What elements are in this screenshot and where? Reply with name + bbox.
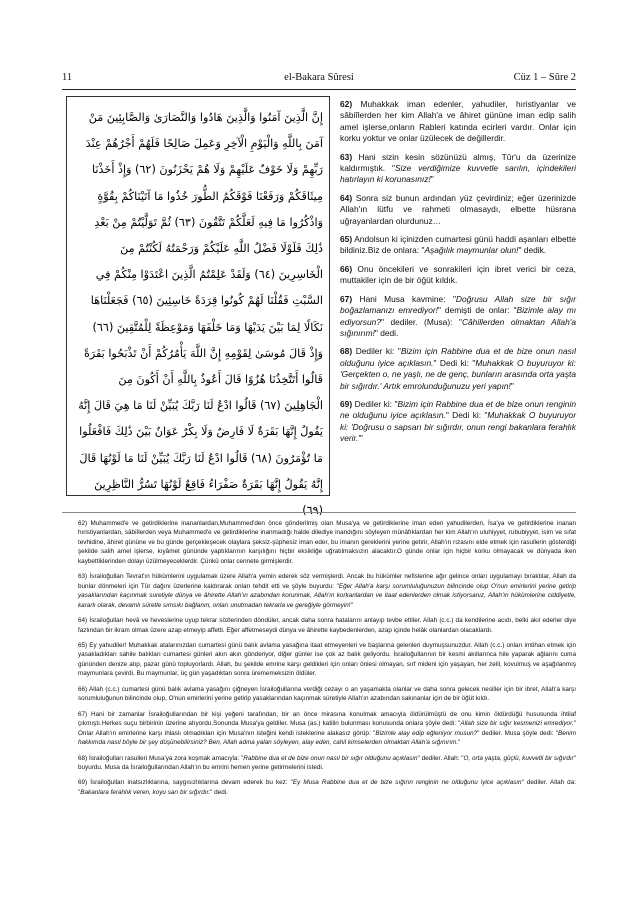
footnote [78,710,576,748]
verse-text: " [430,174,434,185]
verse-text: Hani sizin kesin sözünüzü almış, Tûr'u da üzerinize kaldırmıştık. " [340,151,576,174]
footnote [78,685,576,704]
footnote-quote: Allah size bir sığır kesmenizi emrediyor. [460,720,574,728]
arabic-line: قَالُوا أَتَتَّخِذُنَا هُزُوًا قَالَ أَعُوذُ بِاللَّهِ أَنْ أَكُونَ مِنَ [118,373,323,387]
quoted-text: Muhakkak O buyuruyor ki: 'Gerçekten o, ne yaşlı, ne de genç, bunların arasında orta yaşta bir sığırdır.' Artık emrolunduğunuzu yeri yapın! [340,357,576,391]
page-header [62,72,576,88]
verse-number: 62) [340,99,353,109]
arabic-line: الْخَاسِرِينَ (٦٤) وَلَقَدْ عَلِمْتُمُ الَّذِينَ اعْتَدَوْا مِنْكُمْ فِي [95,268,323,282]
footnote-quote: Bakanlara ferahlık veren, koyu sarı bir sığırdır. [80,788,211,796]
quoted-text: Bizimle alay mı ediyorsun? [340,305,577,327]
footnote-quote: Eğer Allah'a karşı sorumluluğunuzun bilincinde olup O'nun emirlerini yerine getirip yasaklarından kaçınmak suretiyle dünya ve âhirette Allah'ın azabından korunmak, Allah'ın korkanlardan ve itaat edenlerden olmak istiyorsanız, Allah'ın hükümlerine ciddiyetle, kararlı olarak, devamlı süretle sımsıkı bağlanın, onları unutmadan tekrarla ve gereğiyle görmeyin! [78,582,577,609]
translation-verse [340,234,576,257]
translation-verse [340,152,576,186]
arabic-line: وَاذْكُرُوا مَا فِيهِ لَعَلَّكُمْ تَتَّقُونَ (٦٣) ثُمَّ تَوَلَّيْتُمْ مِنْ بَعْدِ [94,215,323,229]
header-rule [62,89,576,90]
arabic-line: وَإِذْ قَالَ مُوسَىٰ لِقَوْمِهِ إِنَّ اللَّهَ يَأْمُرُكُمْ أَنْ تَذْبَحُوا بَقَرَةً [83,346,323,360]
footnote-text: " dediler. Allah: " [417,754,464,762]
arabic-line: إِنَّ الَّذِينَ آمَنُوا وَالَّذِينَ هَادُوا وَالنَّصَارَىٰ وَالصَّابِئِينَ مَنْ [88,111,323,124]
translation-verse [340,346,576,392]
translation-verse [340,193,576,227]
page-number: 11 [62,72,73,83]
footnote-text: " buyurdu. Musa da İsrailoğullarından Allah'ın bu emrini hemen yerine getirmelerini istedi. [78,754,577,771]
footnote-text: 67) Hani bir zamanlar İsrailoğullarından bir kişi yeğeni tarafından, bir an önce mirasına konulmak amacıyla öldürülmüştü de onu kimin öldürdüğü hususunda ihtilaf çıkmıştı.Herkes suçu birbirinin üzerine atıyordu.Sonunda Musa'ya geldiler. Musa (as.) katilin bulunması konusunda onlara şöyle dedi: " [78,710,576,728]
footnote-text: " [350,601,353,609]
verse-text: " dedik. [518,245,547,256]
translation-verse [340,99,576,145]
footnote [78,778,576,797]
verse-text: " [510,380,514,391]
quoted-text: Bizim için Rabbine dua et de bize onun renginin ne olduğunu iyice açıklasın. [340,398,576,421]
footnote [78,641,576,679]
quoted-text: Aşağılık maymunlar olun! [424,245,519,256]
verse-number: 65) [340,234,353,245]
arabic-line: نَكَالًا لِمَا بَيْنَ يَدَيْهَا وَمَا خَلْفَهَا وَمَوْعِظَةً لِلْمُتَّقِينَ (٦٦) [92,320,323,334]
translation-column [340,99,576,452]
translation-verse [340,399,576,445]
verse-number: 64) [340,192,353,203]
verse-text: Muhakkak iman edenler, yahudiler, hıristiyanlar ve sâbiîlerden her kim Allah'a ve âhiret gününe iman edip salih amel işlerse,onların Rableri katında ecirleri vardır. Onlar için korku yoktur ve onlar üzülecek de değillerdir. [340,99,576,144]
verse-text: " [359,433,363,444]
footnote-quote: Bizimle alay edip eğleniyor musun? [375,729,478,737]
footnote-text: " dediler. Allah da: " [78,779,576,796]
footnote [78,616,576,635]
section-label: Cüz 1 – Sûre 2 [513,72,576,83]
verse-text: " dedi. [374,327,399,338]
footnote-text: " dediler. Musa şöyle dedi: " [477,729,559,737]
footnote-text: 64) İsrailoğulları hevâ ve heveslerine uyup tekrar sözlerinden döndüler, ancak daha sonra hatalarını anlayıp tevbe ettiler. Allah (c.c.) da kendilerine acıdı, belki akıl ederler diye fazlından bir ikram olmak üzere azap etmeyip affetti. Eğer affetmeseydi dünya ve âhirette kaybedenlerden, azap içinde helâk olanlardan olacaklardı. [78,617,576,634]
arabic-text-box [66,96,330,518]
quoted-text: Câhillerden olmaktan Allah'a sığınırım! [340,316,576,338]
arabic-line: إِنَّهُ يَقُولُ إِنَّهَا بَقَرَةٌ صَفْرَاءُ فَاقِعٌ لَوْنُهَا تَسُرُّ النَّاظِرِينَ [94,477,323,491]
verse-text: " Dedi ki: " [433,357,476,368]
footnote [78,519,576,566]
footnote-text: 62) Muhammed'e ve getirdiklerine inananlardan,Muhammed'den önce gönderilmiş olan Musa'ya ve getirdiklerine iman eden yahudilerden, İsa'ya ve getirdiklerine inanan hıristiyanlardan, sâbiîlerden veya Muhammed'e ve getirdiklerine inanmadığı halde dilediye inandığını söyleyen münâfıklardan her kim Allah'ın uluhiyyet, rububiyyet, isim ve sıfat tevhidine, âhiret gününe ve bu günde gerçekleşecek olaylara şeksiz-şüphesiz iman eder, bu imanın gereklerini yerine getirir, Allah'ın rızasını elde etmek için rasullerin gösterdiği şekilde salih amel işlerse, kıyâmet gününde yaptıklarının karşılığını hiçbir eksikliğe uğratılmaksızın alacaktır.O günde onlar için hiçbir korku olmayacak ve dünyada iken kaybettiklerinden dolayı üzülmeyeceklerdir. Çünkü onlar cennete girmişlerdir. [78,520,576,565]
arabic-line: رَبِّهِمْ وَلَا خَوْفٌ عَلَيْهِمْ وَلَا هُمْ يَحْزَنُونَ (٦٢) وَإِذْ أَخَذْنَا [92,163,323,177]
translation-verse [340,264,576,287]
footnote-rule [62,512,576,513]
arabic-line: الْجَاهِلِينَ (٦٧) قَالُوا ادْعُ لَنَا رَبَّكَ يُبَيِّنْ لَنَا مَا هِيَ قَالَ إِنَّهُ [78,399,323,413]
footnote-quote: Rabbine dua et de bize onun nasıl bir sığır olduğunu açıklasın [243,754,418,762]
surah-title: el-Bakara Sûresi [284,72,354,83]
arabic-line: ذَٰلِكَ فَلَوْلَا فَضْلُ اللَّهِ عَلَيْكُمْ وَرَحْمَتُهُ لَكُنْتُمْ مِنَ [120,242,323,256]
footnote-text: 68) İsrailoğulları rasulleri Musa'ya zora koşmak amacıyla: " [78,754,244,762]
footnote-text: " Onlar Allah'ın emirlerine karşı ihlaslı olmadıkları için Musa'nın isteğini kendi isteklerine alakasız görüp: " [78,720,576,737]
footnote-quote: O, orta yaşta, güçlü, kuvvetli bir sığırdır [463,754,574,762]
quoted-text: Bizim için Rabbine dua et de bize onun nasıl olduğunu iyice açıklasın. [340,346,576,368]
arabic-line: مِيثَاقَكُمْ وَرَفَعْنَا فَوْقَكُمُ الطُّورَ خُذُوا مَا آتَيْنَاكُمْ بِقُوَّةٍ [97,189,323,203]
quoted-text: Doğrusu Allah size bir sığır boğazlamanızı emrediyor! [340,293,576,316]
verse-text: Hani Musa kavmine: " [352,293,456,304]
verse-text: " demişti de onlar: " [437,305,517,316]
arabic-line: آمَنَ بِاللَّهِ وَالْيَوْمِ الْآخِرِ وَعَمِلَ صَالِحًا فَلَهُمْ أَجْرُهُمْ عِنْدَ [85,137,323,151]
verse-text: Dediler ki: " [352,398,398,409]
footnote [78,754,576,773]
verse-number: 68) [340,346,353,357]
footnote-text: 65) Ey yahudiler! Muhakkak atalarınızdan cumartesi günü balık avlama yasağına itaat etmeyenleri ve başlarına gelenleri duymuşsunuzdur. Allah (c.c.) onları imtihan etmek için yasakladıkları sahile balıkları cumartesi günleri akın akın gönderiyor, diğer günler ise çok az balık geliyordu. İsrailoğullarının bir kesmi akıllarınca hile yaparak ağlarını cuma gününden denize atıp, pazar günü topluyorlardı. Allah, bu şekilde emrine karşı geldikleri için onları önlesi olmayan, sırf mideni için yaşayan, her zelil, kovulmuş ve aşağılanmış maymunlara çevirdi. Bu maymunlar, üç gün yaşadıktan sonra ürememeksizin öldüler. [78,641,576,678]
footnote-quote: Benim hakkımda nasıl böyle bir şey düşünebilirsiniz? Ben, Allah adına yalan söyleyen, alay eden, cahil kimselerden olmaktan Allah'a sığınırım. [78,729,576,747]
arabic-text [73,105,323,524]
footnote-text: " [458,739,461,747]
arabic-line: (٦٩) [302,504,323,518]
arabic-line: يَقُولُ إِنَّهَا بَقَرَةٌ لَا فَارِضٌ وَلَا بِكْرٌ عَوَانٌ بَيْنَ ذَٰلِكَ فَافْعَلُوا [79,425,323,439]
verse-text: Andolsun ki içinizden cumartesi günü haddi aşanları elbette bildiniz.Biz de onlara: " [340,234,576,256]
footnote-quote: Ey Musa Rabbine dua et de bize sığırın renginin ne olduğunu iyice açıklasın [292,779,522,787]
verse-text: " dediler. (Musa): " [380,316,462,327]
footnote-text: " dedi. [210,788,228,796]
arabic-line: مَا تُؤْمَرُونَ (٦٨) قَالُوا ادْعُ لَنَا رَبَّكَ يُبَيِّنْ لَنَا مَا لَوْنُهَا قَالَ [79,451,323,465]
verse-text: " Dedi ki: " [445,410,488,421]
verse-number: 63) [340,151,353,162]
footnotes [78,519,576,803]
verse-text: Onu öncekileri ve sonrakileri için ibret verici bir ceza, muttakiler için de bir öğüt kıldık. [340,263,576,286]
verse-number: 67) [340,293,353,304]
verse-number: 66) [340,263,353,274]
footnote-text: 63) İsrailoğulları Tevrat'ın hükümlerini uygulamak üzere Allah'a yemin ederek söz vermişlerdi. Ancak bu hükümler nefislerine ağır gelince onları uygulamayı bıraktılar, Allah da bunlar dönmeleri için Tûr dağını üzerlerine kaldırarak onları tehdit etti ve şöyle buyurdu: " [78,573,576,590]
footnote-text: 69) İsrailoğulları inatsızlıklarına, saygısızlıklarına devam ederek bu kez: " [78,779,293,787]
footnote-text: 66) Allah (c.c.) cumartesi günü balık avlama yasağını çiğneyen İsrailoğullarına verdiği cezayı o an yaşamakta olanlar ve daha sonra gelecek nesiller için bir ibret, Allah'a karşı sorumluluğunun bilincinde olup, O'nun emirlerini yerine getirip yasaklarından kaçınmak süretiyle Allah'ın azabından sakınanlar için de bir öğüt kıldı. [78,685,576,703]
verse-number: 69) [340,398,353,409]
quoted-text: Muhakkak O buyuruyor ki: 'Doğrusu o sapsarı bir sığırdır, onun rengi bakanlara ferahlık verir.' [340,410,576,444]
footnote [78,572,576,610]
quoted-text: Size verdiğimize kuvvetle sarılın, içindekileri hatırlayın ki korunasınız! [340,163,576,185]
translation-verse [340,294,576,340]
verse-text: Dediler ki: " [352,346,401,357]
verse-text: Sonra siz bunun ardından yüz çevirdiniz; eğer üzerinizde Allah'ın lütfu ve rahmeti olmasaydı, elbette hüsrana uğrayanlardan olurdunuz… [340,192,576,226]
arabic-line: السَّبْتِ فَقُلْنَا لَهُمْ كُونُوا قِرَدَةً خَاسِئِينَ (٦٥) فَجَعَلْنَاهَا [90,294,323,308]
